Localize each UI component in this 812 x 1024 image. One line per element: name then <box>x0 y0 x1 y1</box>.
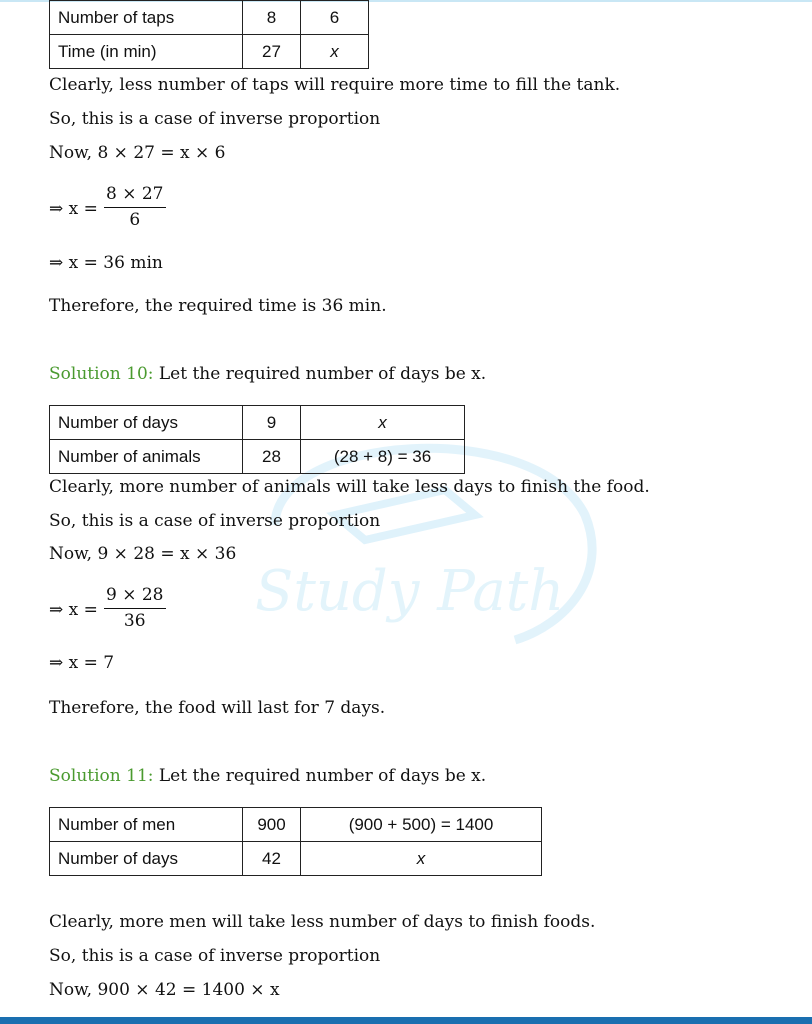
s10-fraction <box>104 585 166 631</box>
table-cell: (28 + 8) = 36 <box>301 440 465 474</box>
table-cell: 42 <box>243 842 301 876</box>
solution-10-label: Solution 10: <box>49 364 154 384</box>
table-row <box>50 406 465 440</box>
s9-inverse-proportion: So, this is a case of inverse proportion <box>49 109 381 129</box>
table-row <box>50 808 542 842</box>
solution-11-heading-line <box>49 765 486 787</box>
table-cell: Number of days <box>50 842 243 876</box>
s9-statement: Clearly, less number of taps will require more time to fill the tank. <box>49 75 621 95</box>
table-cell: 900 <box>243 808 301 842</box>
solution-11-intro: Let the required number of days be x. <box>158 766 487 786</box>
s10-equation: Now, 9 × 28 = x × 36 <box>49 544 237 564</box>
solution-11-label: Solution 11: <box>49 766 154 786</box>
table-row <box>50 1 369 35</box>
men-days-table <box>49 807 542 876</box>
s9-fraction <box>104 184 166 230</box>
s11-inverse-proportion: So, this is a case of inverse proportion <box>49 946 381 966</box>
s11-statement: Clearly, more men will take less number of days to finish foods. <box>49 912 596 932</box>
days-animals-table <box>49 405 465 474</box>
table-cell: (900 + 500) = 1400 <box>301 808 542 842</box>
table-cell: Time (in min) <box>50 35 243 69</box>
watermark-text: Study Path <box>255 559 565 624</box>
table-row <box>50 35 369 69</box>
bottom-border-bar <box>0 1017 812 1024</box>
solution-10-heading-line <box>49 363 486 385</box>
table-cell: x <box>301 842 542 876</box>
table-row <box>50 842 542 876</box>
s10-implies-x: ⇒ x = <box>49 600 98 620</box>
table-cell: Number of days <box>50 406 243 440</box>
table-cell: 27 <box>243 35 301 69</box>
s10-fraction-denominator: 36 <box>123 611 146 631</box>
taps-time-table <box>49 0 369 69</box>
s9-implies-x: ⇒ x = <box>49 199 98 219</box>
table-cell: Number of animals <box>50 440 243 474</box>
table-cell: x <box>301 406 465 440</box>
s9-result: ⇒ x = 36 min <box>49 253 163 273</box>
solution-10-intro: Let the required number of days be x. <box>158 364 487 384</box>
s9-equation: Now, 8 × 27 = x × 6 <box>49 143 226 163</box>
s9-fraction-numerator: 8 × 27 <box>104 184 166 208</box>
s10-fraction-numerator: 9 × 28 <box>104 585 166 609</box>
s10-inverse-proportion: So, this is a case of inverse proportion <box>49 511 381 531</box>
s10-result: ⇒ x = 7 <box>49 653 115 673</box>
s11-equation: Now, 900 × 42 = 1400 × x <box>49 980 280 1000</box>
table-cell: Number of taps <box>50 1 243 35</box>
s9-fraction-denominator: 6 <box>129 210 141 230</box>
table-cell: 28 <box>243 440 301 474</box>
table-cell: Number of men <box>50 808 243 842</box>
s10-statement: Clearly, more number of animals will take less days to finish the food. <box>49 477 650 497</box>
table-cell: 6 <box>301 1 369 35</box>
table-cell: 8 <box>243 1 301 35</box>
table-cell: x <box>301 35 369 69</box>
s10-conclusion: Therefore, the food will last for 7 days. <box>49 698 386 718</box>
table-row <box>50 440 465 474</box>
s9-conclusion: Therefore, the required time is 36 min. <box>49 296 387 316</box>
table-cell: 9 <box>243 406 301 440</box>
